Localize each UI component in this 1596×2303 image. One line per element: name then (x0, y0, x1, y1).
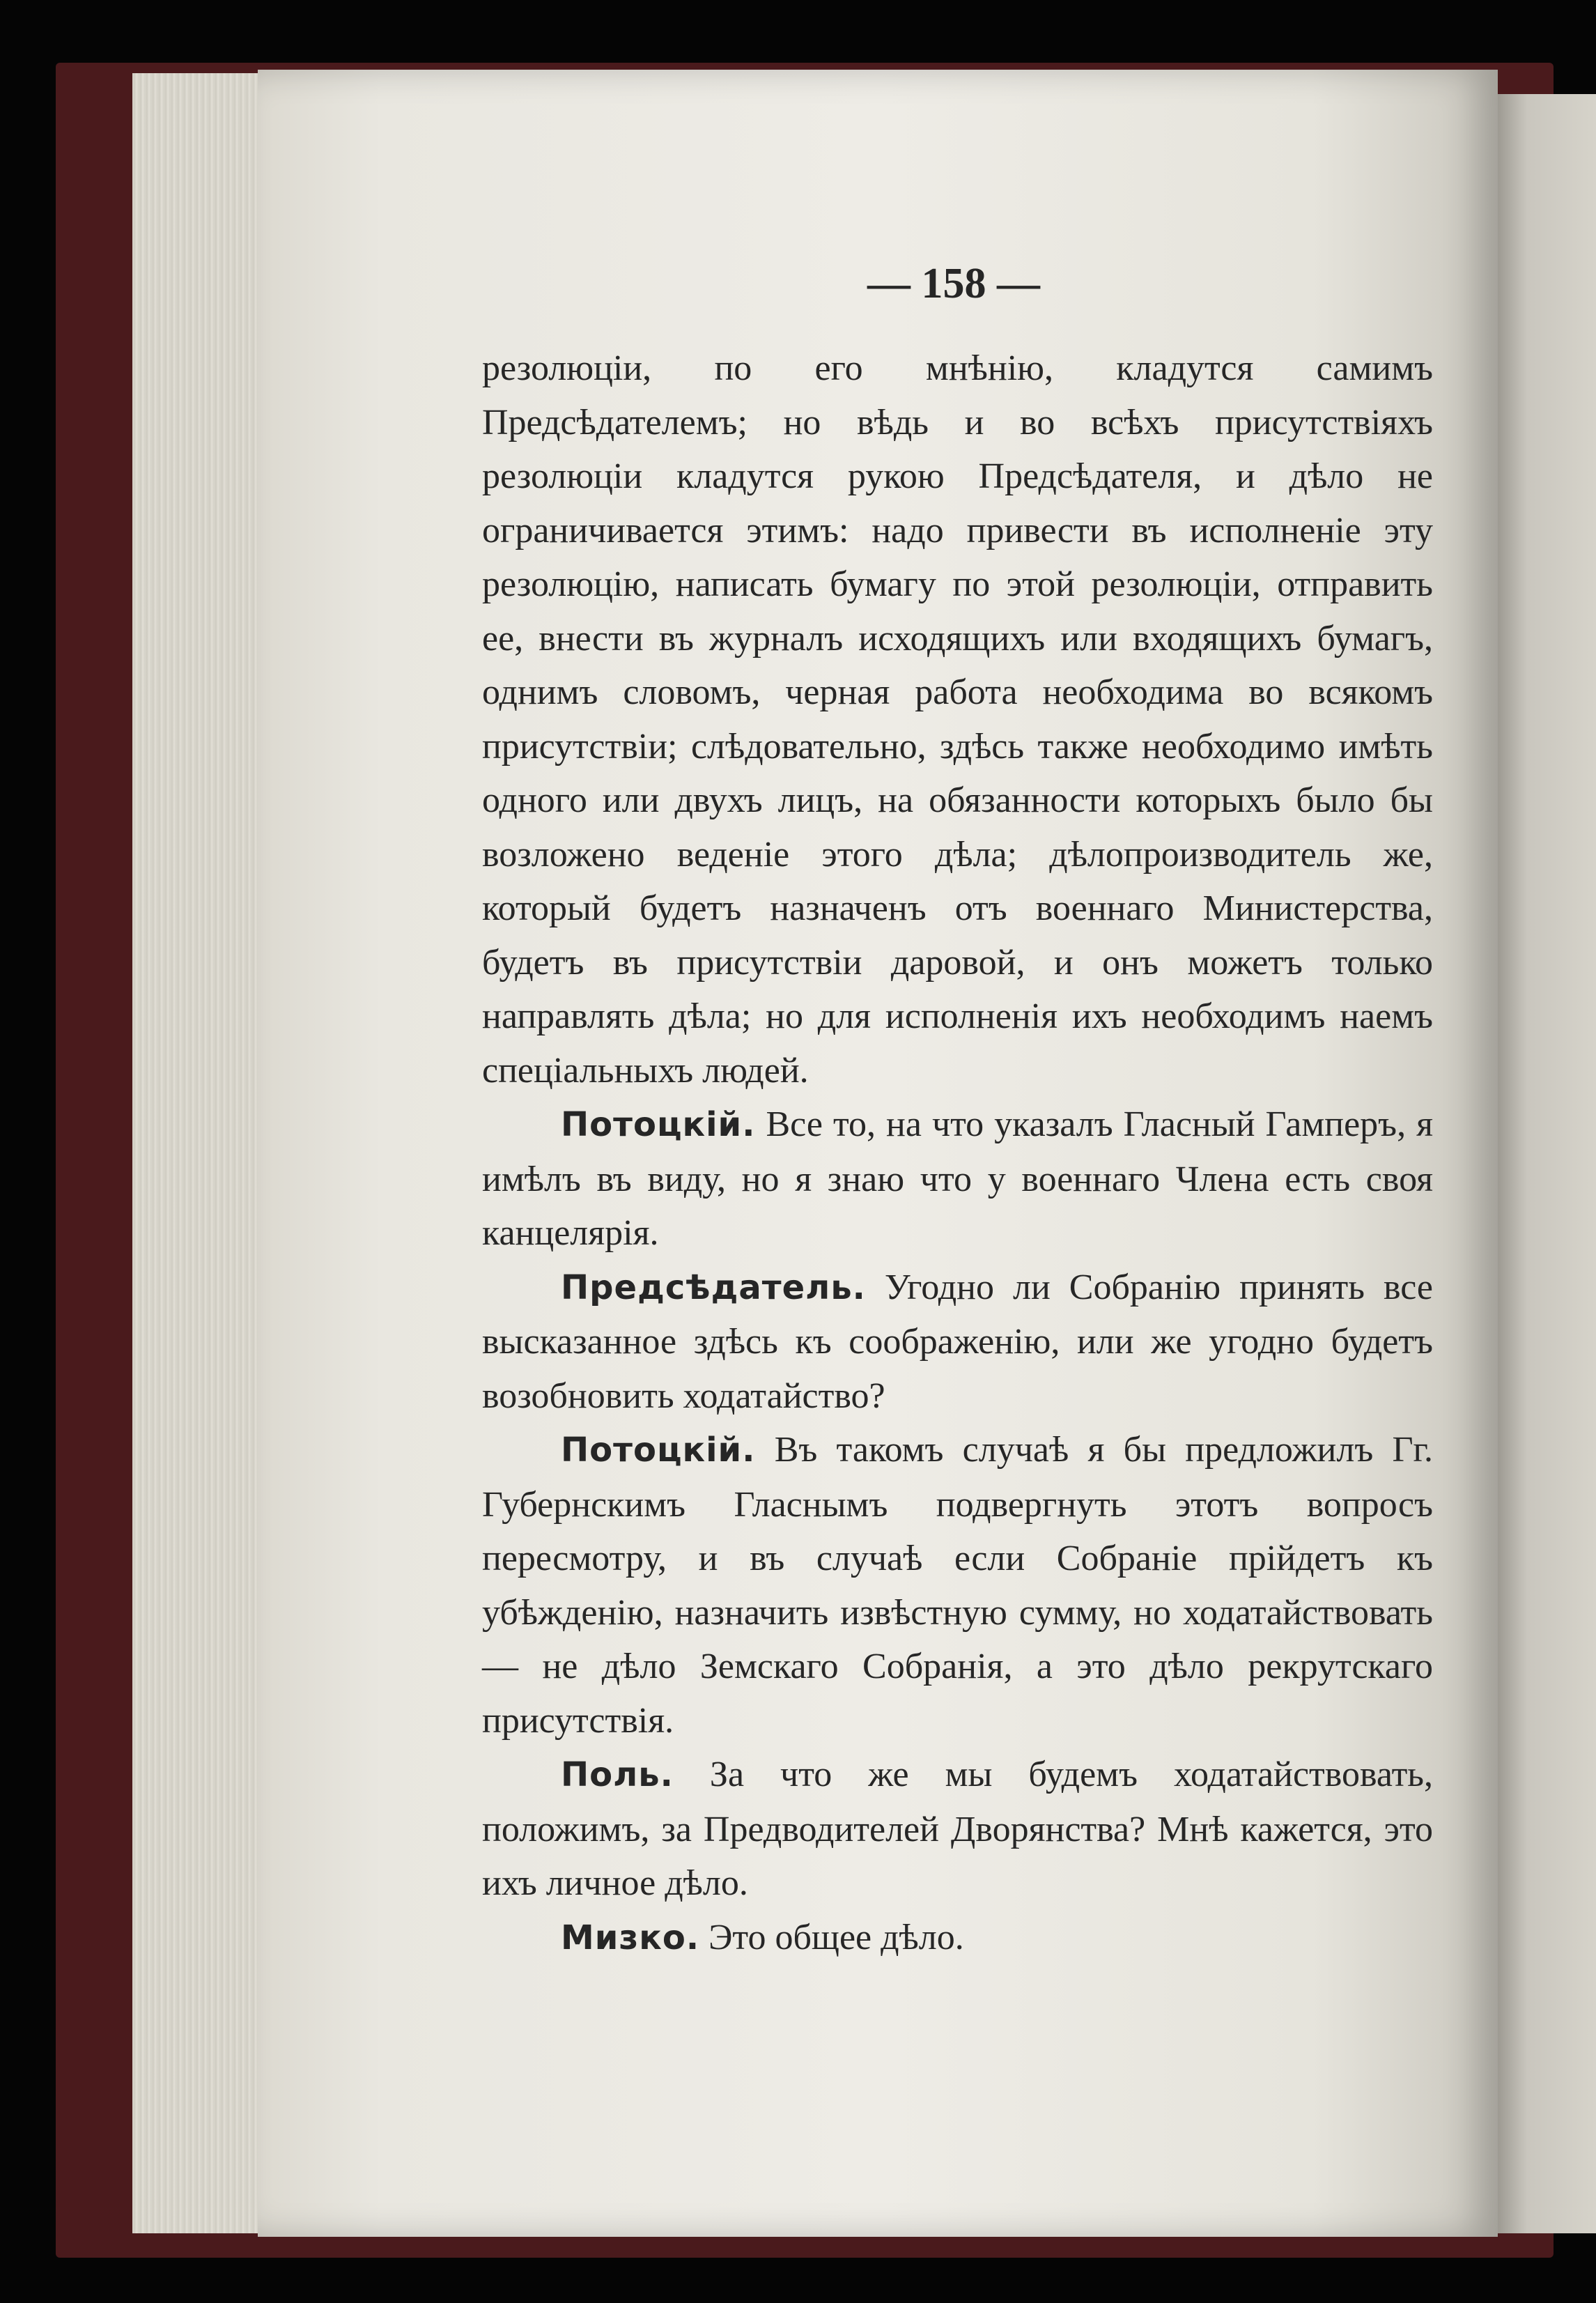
paragraph-text: резолюціи, по его мнѣнію, кладутся самимъ Предсѣдателемъ; но вѣдь и во всѣхъ присутствіяхъ резолюціи кладутся рукою Предсѣдателя, и дѣло не ограничивается этимъ: надо привести въ исполненіе эту резолюцію, написать бумагу по этой резолюціи, отправить ее, внести въ журналъ исходящихъ или входящихъ бумагъ, однимъ словомъ, черная работа необходима во всякомъ присутствіи; слѣдовательно, здѣсь также необходимо имѣть одного или двухъ лицъ, на обязанности которыхъ было бы возложено веденіе этого дѣла; дѣлопроизводитель же, который будетъ назначенъ отъ военнаго Министерства, будетъ въ присутствіи даровой, и онъ можетъ только направлять дѣла; но для исполненія ихъ необходимъ наемъ спеціальныхъ людей. (482, 348, 1433, 1091)
speaker-name: Потоцкій. (561, 1105, 756, 1144)
paragraph (482, 1423, 1433, 1748)
paragraph-text: Это общее дѣло. (708, 1917, 964, 1957)
paragraph (482, 341, 1433, 1097)
paragraph-text: Все то, на что указалъ Гласный Гамперъ, я имѣлъ въ виду, но я знаю что у военнаго Члена есть своя канцелярія. (482, 1104, 1434, 1253)
paragraph (482, 1097, 1433, 1261)
speaker-name: Мизко. (561, 1918, 700, 1957)
speaker-name: Предсѣдатель. (561, 1268, 866, 1307)
paragraph (482, 1261, 1433, 1424)
facing-page-bleed-marks (1583, 390, 1596, 599)
paragraph-text: За что же мы будемъ ходатайствовать, положимъ, за Предводителей Дворянства? Мнѣ кажется, это ихъ личное дѣло. (482, 1755, 1434, 1903)
page-number: — 158 — (867, 260, 1040, 307)
page-text (482, 341, 1433, 1965)
facing-page-edge (1498, 94, 1596, 2233)
speaker-name: Поль. (561, 1755, 674, 1794)
paragraph-text: Угодно ли Собранію принять все высказанное здѣсь къ соображенію, или же угодно будетъ возобновить ходатайство? (482, 1267, 1434, 1416)
paragraph (482, 1748, 1433, 1911)
paragraph (482, 1911, 1433, 1966)
speaker-name: Потоцкій. (561, 1431, 756, 1470)
paragraph-text: Въ такомъ случаѣ я бы предложилъ Гг. Губернскимъ Гласнымъ подвергнуть этотъ вопросъ пересмотру, и въ случаѣ если Собраніе прійдетъ къ убѣжденію, назначить извѣстную сумму, но ходатайствовать — не дѣло Земскаго Собранія, а это дѣло рекрутскаго присутствія. (482, 1430, 1434, 1741)
